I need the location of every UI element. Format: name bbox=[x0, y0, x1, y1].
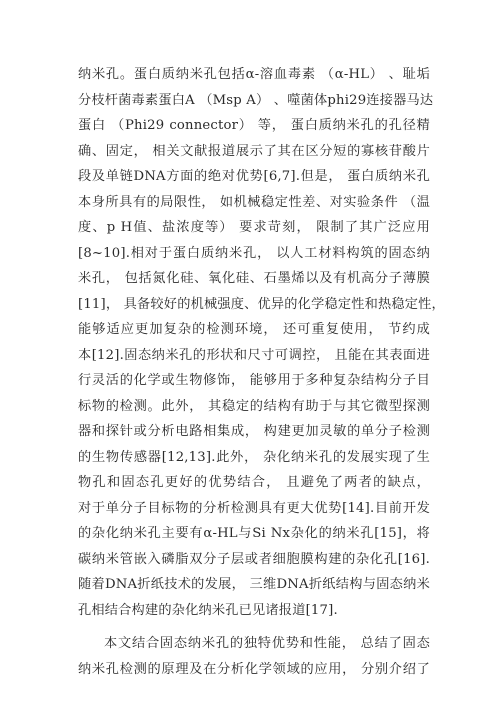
text-line: 对于单分子目标物的分析检测具有更大优势[14].目前开发 bbox=[78, 500, 430, 516]
text-line: 本身所具有的局限性， 如机械稳定性差、对实验条件 （温 bbox=[78, 194, 430, 210]
text-line: 段及单链DNA方面的绝对优势[6,7].但是， 蛋白质纳米孔 bbox=[78, 169, 430, 184]
text-line: 器和探针或分析电路相集成， 构建更加灵敏的单分子检测 bbox=[78, 424, 430, 439]
text-line: 行灵活的化学或生物修饰， 能够用于多种复杂结构分子目 bbox=[78, 373, 430, 388]
text-line: 标物的检测。此外， 其稳定的结构有助于与其它微型探测 bbox=[78, 398, 430, 414]
text-line: 分枝杆菌毒素蛋白A （Msp A） 、噬菌体phi29连接器马达 bbox=[78, 92, 434, 108]
text-line: 随着DNA折纸技术的发展， 三维DNA折纸结构与固态纳米 bbox=[78, 577, 430, 592]
paragraph-1 bbox=[78, 62, 445, 623]
text-line: 的生物传感器[12,13].此外， 杂化纳米孔的发展实现了生 bbox=[78, 449, 430, 465]
text-line: 的杂化纳米孔主要有α-HL与Si Nx杂化的纳米孔[15]，将 bbox=[78, 526, 430, 541]
text-line: 孔相结合构建的杂化纳米孔已见诸报道[17]. bbox=[78, 602, 338, 618]
text-line: 本文结合固态纳米孔的独特优势和性能， 总结了固态 bbox=[104, 636, 430, 651]
text-line: 物孔和固态孔更好的优势结合， 且避免了两者的缺点， bbox=[78, 475, 430, 490]
body-text bbox=[78, 62, 445, 682]
text-line: 蛋白 （Phi29 connector） 等， 蛋白质纳米孔的孔径精 bbox=[78, 118, 430, 133]
text-line: 纳米孔检测的原理及在分析化学领域的应用， 分别介绍了 bbox=[78, 661, 430, 677]
paragraph-gap bbox=[78, 623, 430, 631]
paragraph-2 bbox=[78, 631, 430, 682]
text-line: 度、p H值、盐浓度等） 要求苛刻， 限制了其广泛应用 bbox=[78, 220, 430, 235]
text-line: 碳纳米管嵌入磷脂双分子层或者细胞膜构建的杂化孔[16]. bbox=[78, 551, 430, 567]
text-line: 纳米孔。蛋白质纳米孔包括α-溶血毒素 （α-HL） 、耻垢 bbox=[78, 67, 430, 82]
text-line: 米孔， 包括氮化硅、氧化硅、石墨烯以及有机高分子薄膜 bbox=[78, 271, 430, 286]
text-line: 本[12].固态纳米孔的形状和尺寸可调控， 且能在其表面进 bbox=[78, 347, 430, 363]
text-line: [11]， 具备较好的机械强度、优异的化学稳定性和热稳定性， bbox=[78, 296, 445, 312]
text-line: 能够适应更加复杂的检测环境， 还可重复使用， 节约成 bbox=[78, 322, 430, 337]
text-line: [8~10].相对于蛋白质纳米孔， 以人工材料构筑的固态纳 bbox=[78, 245, 430, 261]
text-line: 确、固定， 相关文献报道展示了其在区分短的寡核苷酸片 bbox=[78, 143, 430, 159]
